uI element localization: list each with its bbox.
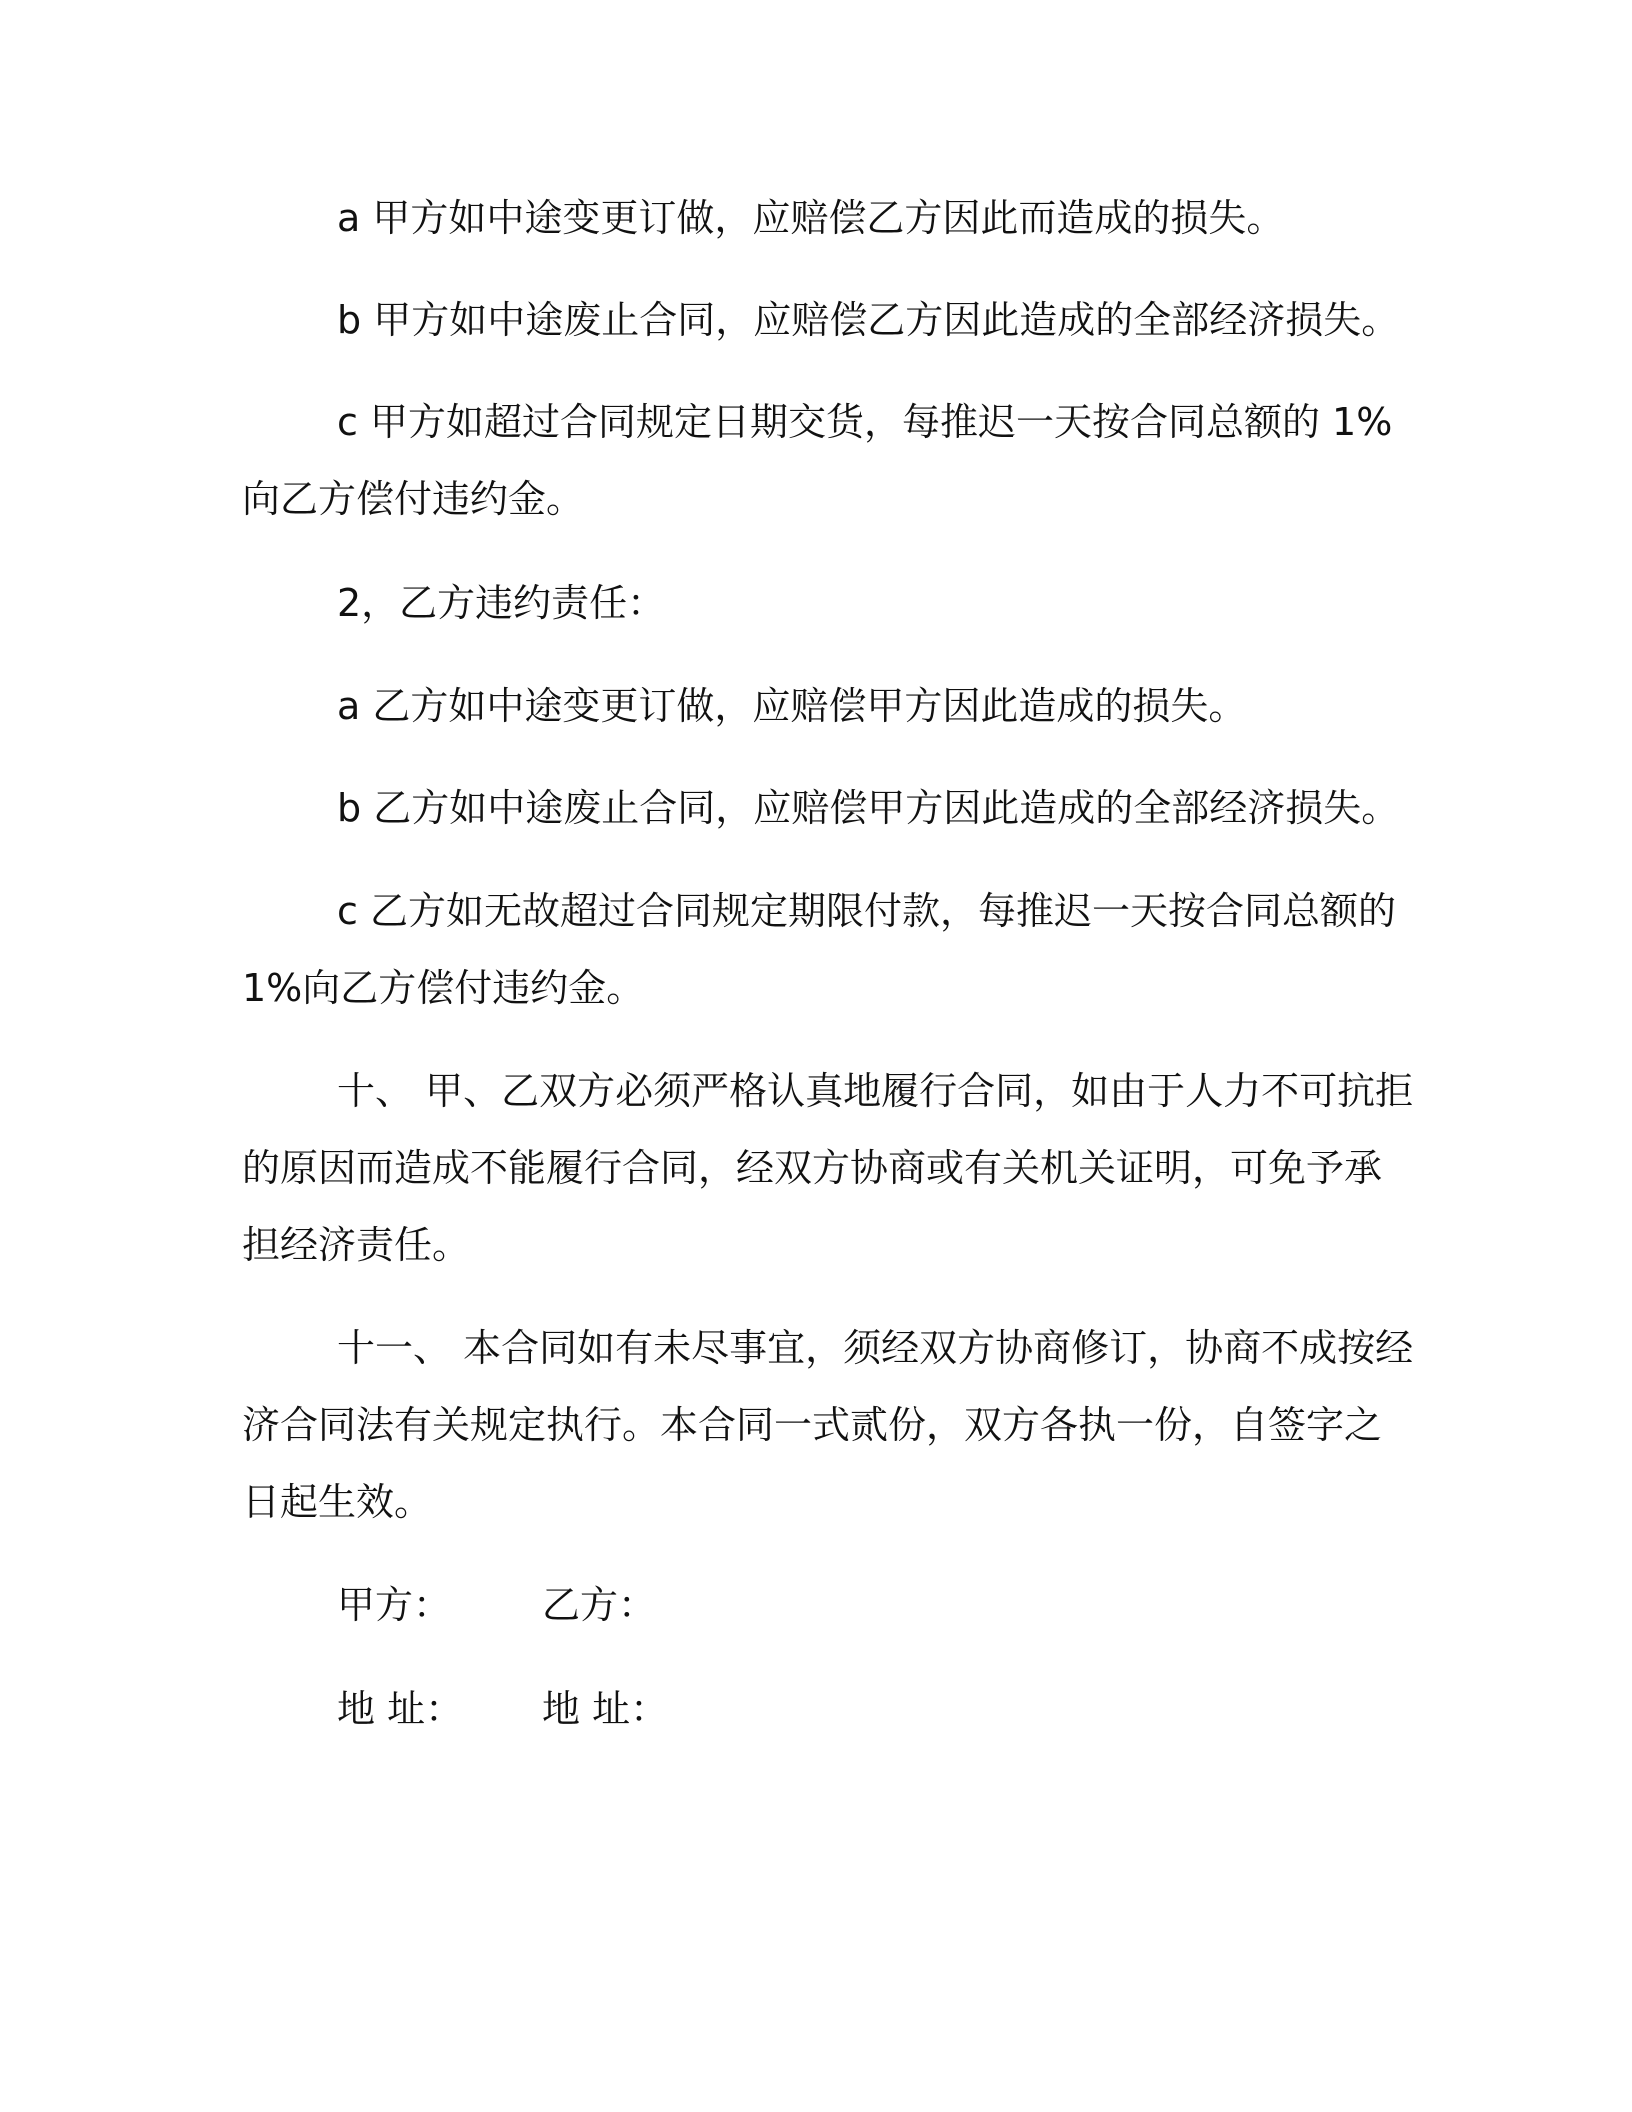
paragraph-line: c 甲方如超过合同规定日期交货，每推迟一天按合同总额的 1%	[337, 400, 1393, 444]
paragraph-line: a 甲方如中途变更订做，应赔偿乙方因此而造成的损失。	[337, 196, 1285, 240]
paragraph-line: 十、 甲、乙双方必须严格认真地履行合同，如由于人力不可抗拒	[337, 1069, 1414, 1113]
paragraph-line: 2，乙方违约责任：	[337, 581, 666, 625]
paragraph-line: c 乙方如无故超过合同规定期限付款，每推迟一天按合同总额的	[337, 889, 1396, 933]
party-b-label: 乙方：	[542, 1583, 657, 1627]
paragraph-line: 十一、 本合同如有未尽事宜，须经双方协商修订，协商不成按经	[337, 1326, 1414, 1370]
paragraph-line: b 乙方如中途废止合同，应赔偿甲方因此造成的全部经济损失。	[337, 786, 1400, 830]
paragraph-line: 的原因而造成不能履行合同，经双方协商或有关机关证明，可免予承	[242, 1146, 1383, 1190]
paragraph-line: b 甲方如中途废止合同，应赔偿乙方因此造成的全部经济损失。	[337, 298, 1400, 342]
paragraph-line: 济合同法有关规定执行。本合同一式贰份，双方各执一份，自签字之	[242, 1403, 1383, 1447]
paragraph-line: a 乙方如中途变更订做，应赔偿甲方因此造成的损失。	[337, 684, 1247, 728]
paragraph-line: 向乙方偿付违约金。	[242, 477, 585, 521]
signature-party-row	[337, 1585, 656, 1625]
party-a-label: 甲方：	[337, 1583, 452, 1627]
signature-address-row	[337, 1689, 668, 1729]
paragraph-line: 日起生效。	[242, 1480, 433, 1524]
paragraph-line: 1%向乙方偿付违约金。	[242, 966, 645, 1010]
address-a-label: 地 址：	[337, 1687, 464, 1731]
paragraph-line: 担经济责任。	[242, 1223, 471, 1267]
address-b-label: 地 址：	[542, 1687, 669, 1731]
